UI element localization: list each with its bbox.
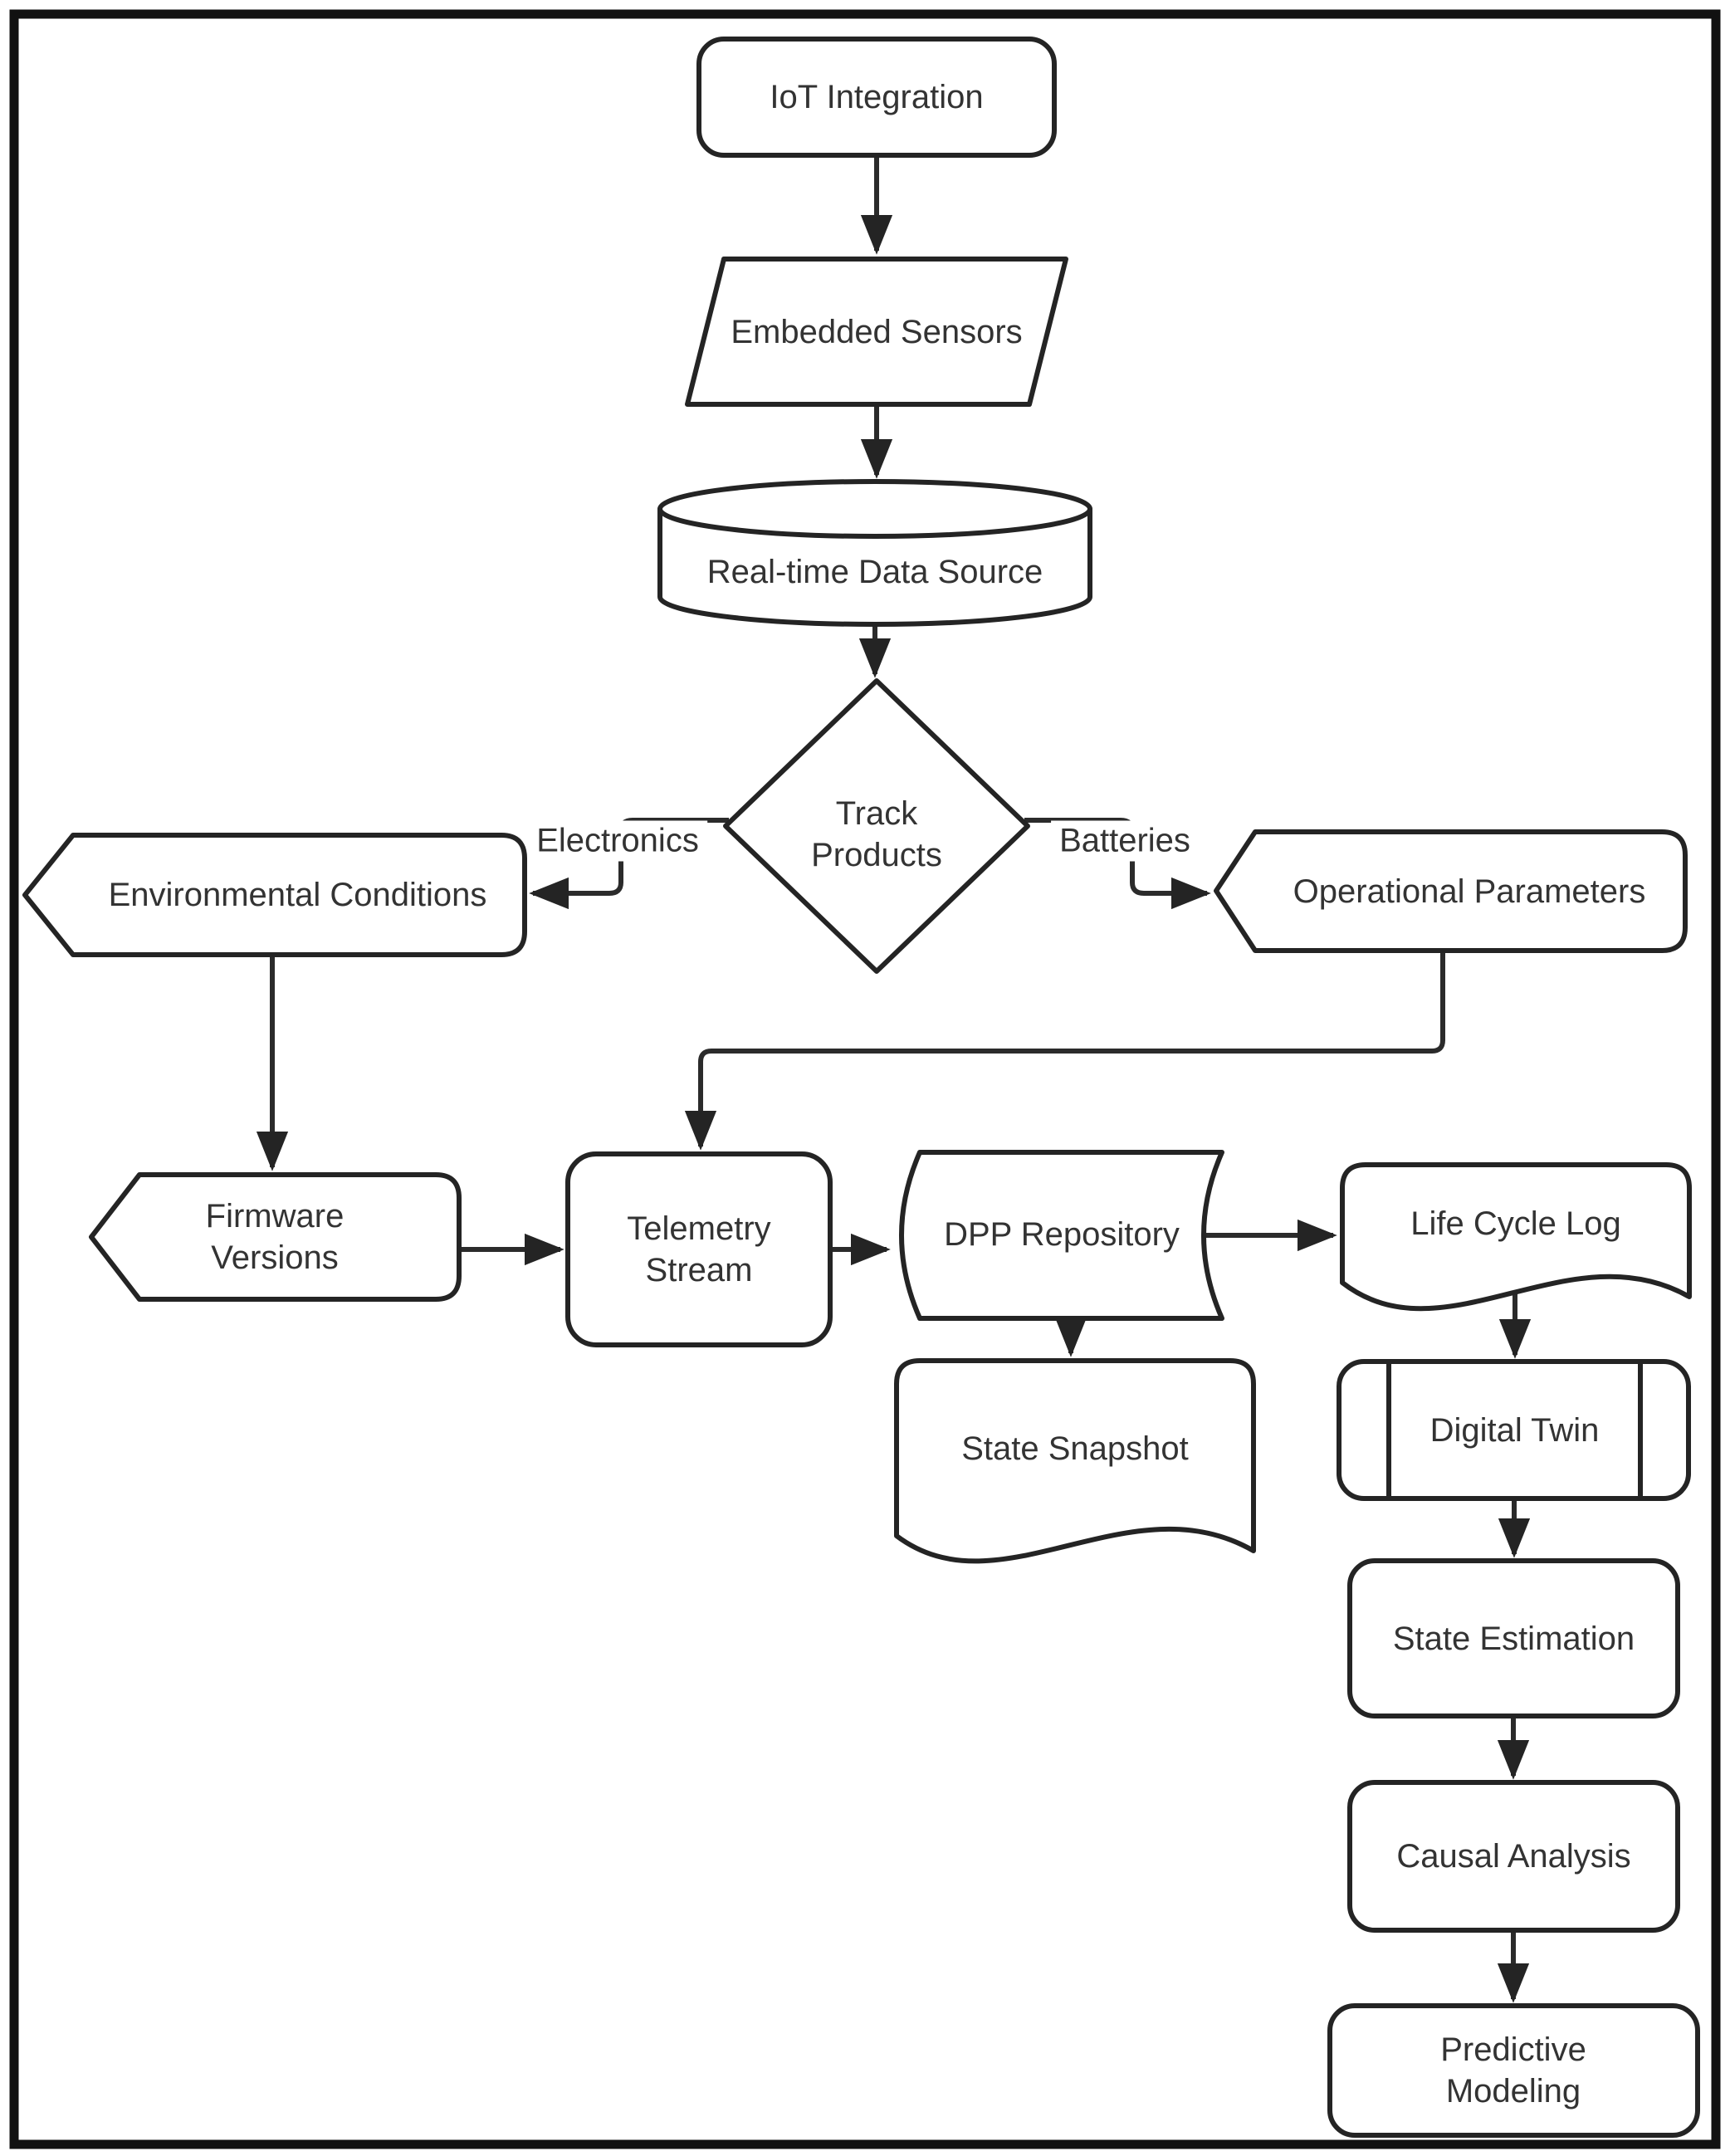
node-track-products-label: Track Products — [811, 795, 942, 873]
edge-label-electronics: Electronics — [528, 821, 707, 862]
node-realtime-data-source-label: Real-time Data Source — [706, 553, 1043, 590]
node-dpp-repository-label: DPP Repository — [944, 1215, 1180, 1253]
node-embedded-sensors-label: Embedded Sensors — [731, 313, 1023, 350]
node-iot-integration-label: IoT Integration — [770, 79, 984, 115]
node-state-snapshot-label: State Snapshot — [961, 1430, 1189, 1467]
node-state-estimation-label: State Estimation — [1392, 1620, 1635, 1657]
node-life-cycle-log-label: Life Cycle Log — [1410, 1205, 1621, 1242]
edge-label-batteries: Batteries — [1051, 821, 1199, 862]
node-digital-twin-label: Digital Twin — [1429, 1411, 1600, 1449]
node-causal-analysis-label: Causal Analysis — [1396, 1838, 1631, 1875]
node-firmware-versions-label: Firmware Versions — [205, 1198, 345, 1276]
node-environmental-conditions-label: Environmental Conditions — [108, 877, 487, 913]
node-predictive-modeling-label: Predictive Modeling — [1440, 2031, 1586, 2110]
node-operational-parameters-label: Operational Parameters — [1293, 873, 1646, 910]
edge-operational-to-telemetry — [701, 951, 1443, 1146]
node-telemetry-stream-label: Telemetry Stream — [627, 1210, 771, 1288]
